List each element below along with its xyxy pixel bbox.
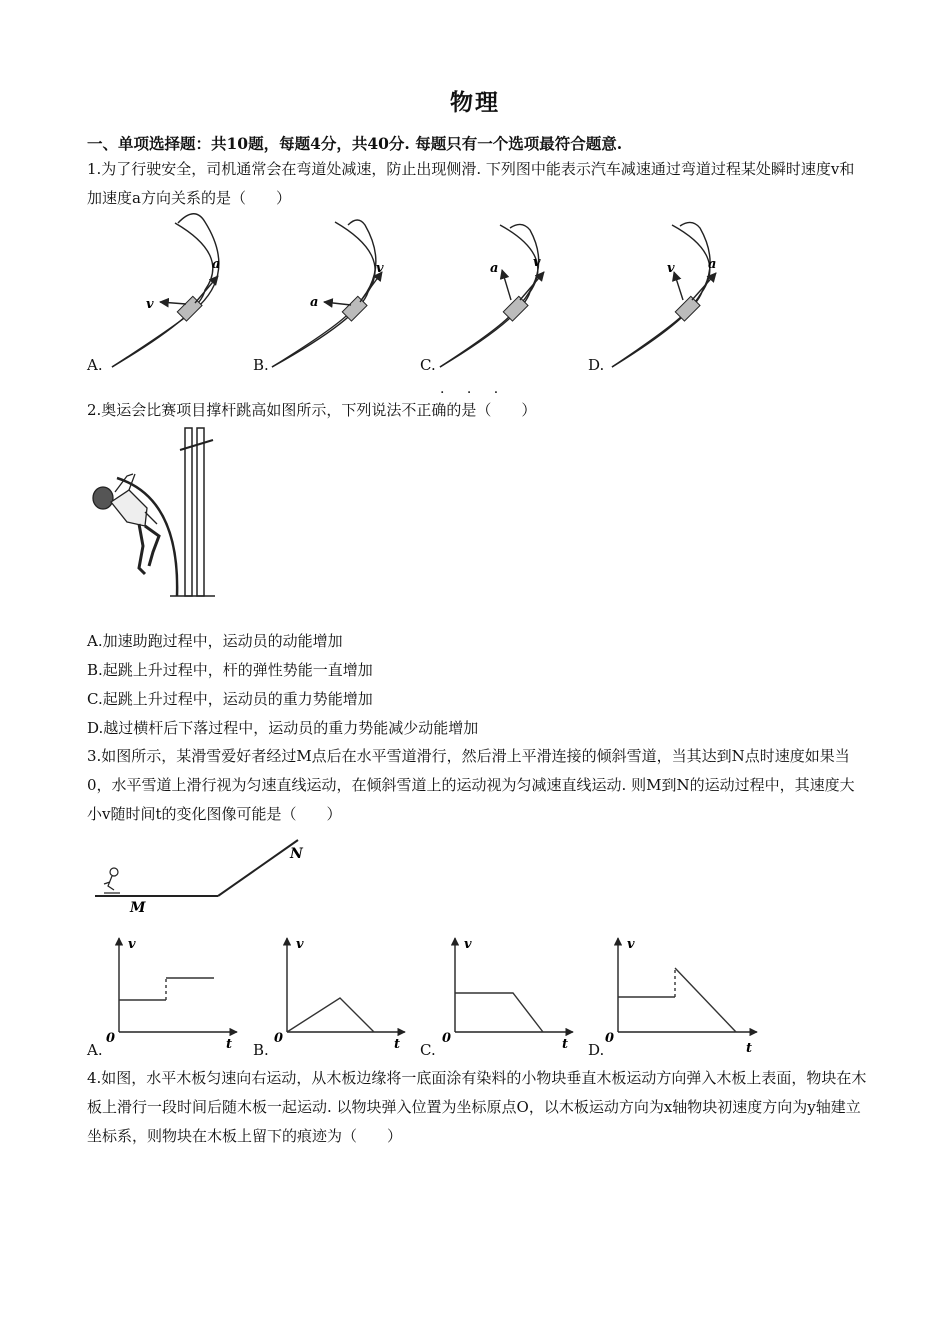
vt-line	[287, 998, 374, 1032]
label-v: v	[146, 297, 154, 312]
label-n: N	[290, 846, 303, 862]
vt-graph-b	[274, 937, 405, 1052]
question-1-text: 1.为了行驶安全，司机通常会在弯道处减速，防止出现侧滑. 下列图中能表示汽车减速通过弯道过程某处瞬时速度v和加速度a方向关系的是（ ）	[87, 160, 855, 207]
question-3-text: 3.如图所示，某滑雪爱好者经过M点后在水平雪道滑行，然后滑上平滑连接的倾斜雪道，当其达到N点时速度如果当0，水平雪道上滑行视为匀速直线运动，在倾斜雪道上的运动视为匀减速直线运动. 则M到N的运动过程中，其速度大小v随时间t的变化图像可能是（ ）	[87, 747, 855, 823]
q2-option-a: A.加速助跑过程中，运动员的动能增加	[87, 632, 343, 650]
axis-label-v: v	[627, 937, 635, 952]
axis-label-v: v	[296, 937, 304, 952]
label-m: M	[130, 900, 146, 916]
question-2-text: 2.奥运会比赛项目撑杆跳高如图所示，下列说法不正确的是（ ）	[87, 401, 537, 419]
label-a: a	[212, 257, 221, 272]
q2-option-d: D.越过横杆后下落过程中，运动员的重力势能减少动能增加	[87, 719, 479, 737]
q3-option-a: A.	[87, 1041, 103, 1059]
q3-option-c: C.	[420, 1041, 436, 1059]
emphasis-dots: · · ·	[440, 385, 508, 401]
label-a: a	[310, 295, 319, 310]
q2-option-b: B.起跳上升过程中，杆的弹性势能一直增加	[87, 661, 373, 679]
origin-label: 0	[106, 1031, 116, 1046]
axis-label-t: t	[226, 1037, 233, 1052]
q1-option-a: A.	[87, 356, 103, 374]
label-a: a	[708, 257, 717, 272]
q1-option-c: C.	[420, 356, 436, 374]
q1-option-b: B.	[253, 356, 269, 374]
axis-label-t: t	[394, 1037, 401, 1052]
vt-line	[455, 993, 543, 1032]
vt-graph-a	[106, 937, 237, 1052]
question-4-text: 4.如图，水平木板匀速向右运动，从木板边缘将一底面涂有染料的小物块垂直木板运动方向弹入木板上表面，物块在木板上滑行一段时间后随木板一起运动. 以物块弹入位置为坐标原点O，以木板运动方向为x轴物块初速度方向为y轴建立坐标系，则物块在木板上留下的痕迹为（ ）	[87, 1069, 867, 1145]
axis-label-t: t	[562, 1037, 569, 1052]
q3-option-d: D.	[588, 1041, 605, 1059]
origin-label: 0	[274, 1031, 284, 1046]
axis-label-v: v	[464, 937, 472, 952]
label-v: v	[667, 261, 675, 276]
label-a: a	[490, 261, 499, 276]
vt-line	[675, 968, 736, 1032]
axis-label-t: t	[746, 1041, 753, 1056]
page-title: 物理	[450, 89, 500, 116]
q2-option-c: C.起跳上升过程中，运动员的重力势能增加	[87, 690, 373, 708]
origin-label: 0	[442, 1031, 452, 1046]
q1-option-d: D.	[588, 356, 605, 374]
section-heading: 一、单项选择题：共10题，每题4分，共40分. 每题只有一个选项最符合题意.	[87, 134, 623, 153]
vt-graph-c	[442, 937, 573, 1052]
label-v: v	[376, 261, 384, 276]
axis-label-v: v	[128, 937, 136, 952]
label-v: v	[533, 255, 541, 270]
q3-option-b: B.	[253, 1041, 269, 1059]
vt-graph-d	[605, 937, 757, 1056]
origin-label: 0	[605, 1031, 615, 1046]
